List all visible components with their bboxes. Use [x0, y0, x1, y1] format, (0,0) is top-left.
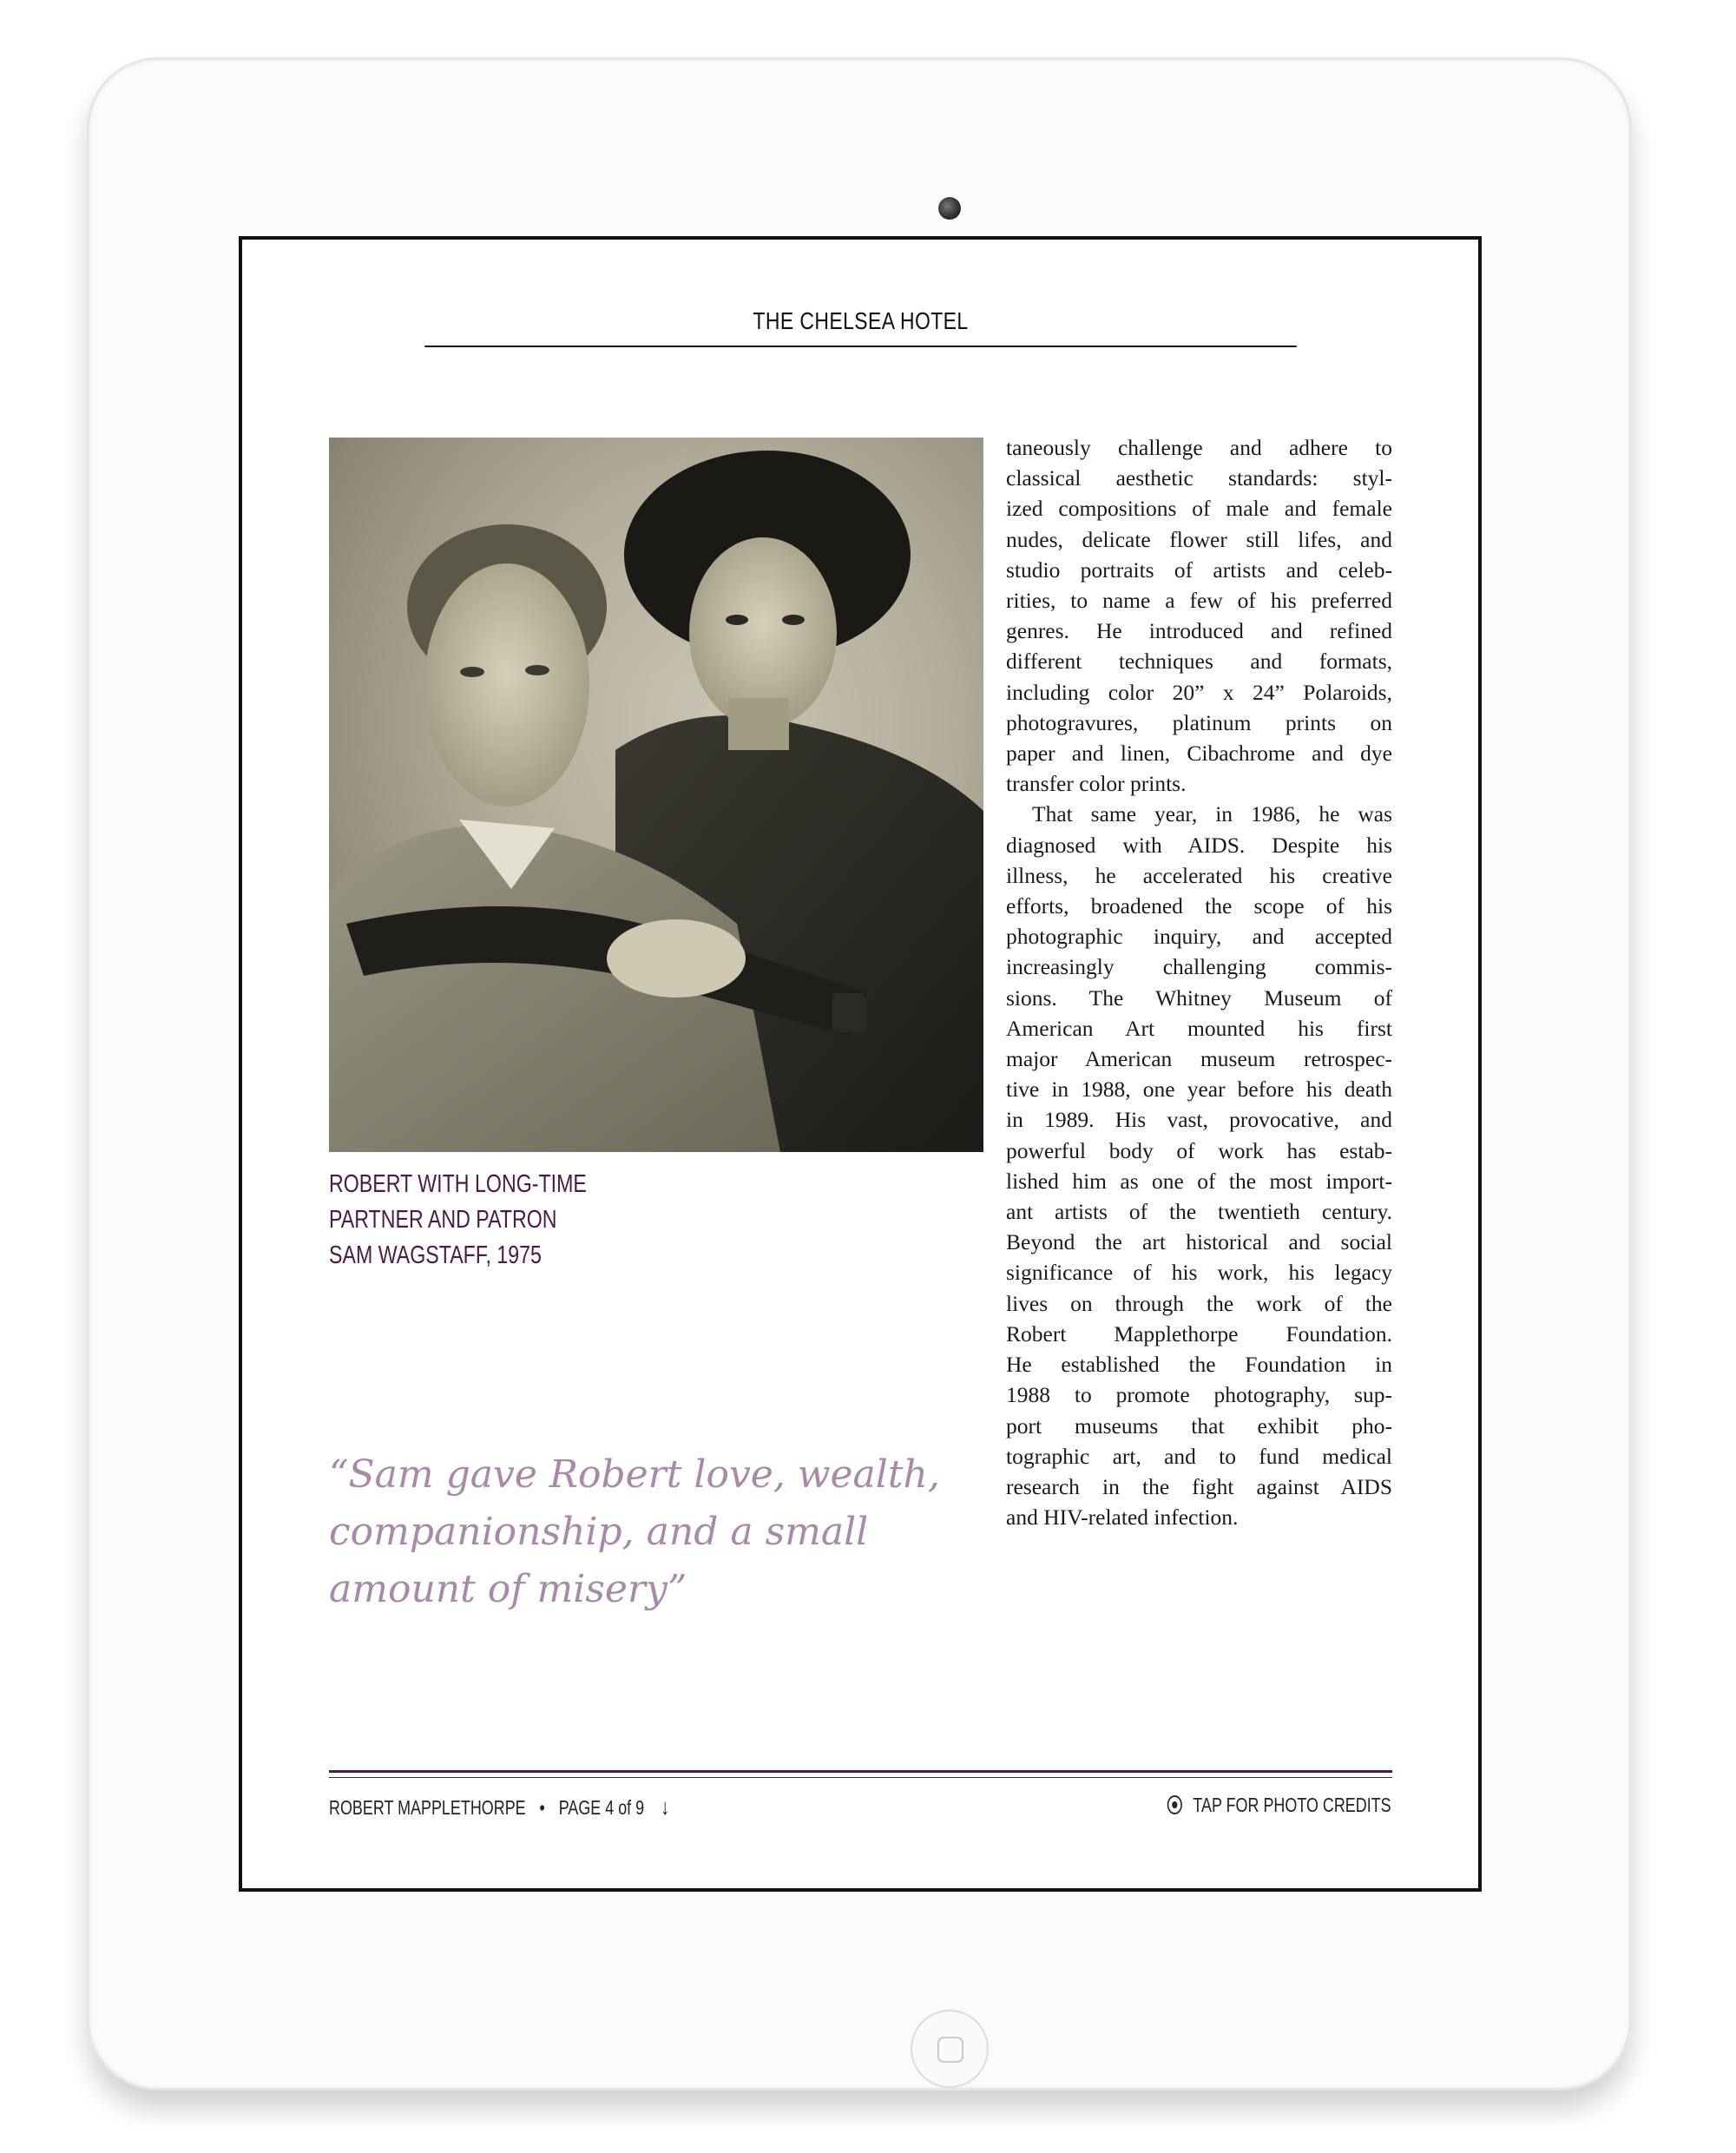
page-title: THE CHELSEA HOTEL [753, 307, 969, 334]
article-line: different techniques and formats, [1006, 649, 1392, 675]
article-line: classical aesthetic standards: styl- [1006, 465, 1392, 491]
article-line: Beyond the art historical and social [1006, 1229, 1392, 1255]
footer-divider [329, 1770, 1392, 1773]
article-line: Robert Mapplethorpe Foundation. [1006, 1320, 1392, 1346]
article-line: genres. He introduced and refined [1006, 618, 1392, 644]
footer-divider-thin [329, 1777, 1392, 1778]
article-line: research in the fight against AIDS [1006, 1473, 1392, 1499]
article-line: powerful body of work has estab- [1006, 1137, 1392, 1163]
article-line: sions. The Whitney Museum of [1006, 984, 1392, 1011]
article-line: ant artists of the twentieth century. [1006, 1199, 1392, 1225]
photo-caption [329, 1167, 676, 1274]
article-line: efforts, broadened the scope of his [1006, 893, 1392, 919]
arrow-down-icon[interactable]: ↓ [661, 1794, 670, 1820]
article-line: photogravures, platinum prints on [1006, 709, 1392, 735]
radio-target-icon [1167, 1795, 1182, 1814]
article-line: taneously challenge and adhere to [1006, 435, 1392, 460]
portrait-photo[interactable] [329, 438, 983, 1152]
front-camera [938, 197, 961, 220]
article-line: significance of his work, his legacy [1006, 1260, 1392, 1286]
article-line: and HIV-related infection. [1006, 1504, 1239, 1531]
article-line: tive in 1988, one year before his death [1006, 1076, 1392, 1103]
article-line: port museums that exhibit pho- [1006, 1412, 1392, 1439]
home-button[interactable] [911, 2010, 989, 2088]
article-line: nudes, delicate flower still lifes, and [1006, 526, 1392, 552]
article-line: paper and linen, Cibachrome and dye [1006, 741, 1392, 767]
article-line: including color 20” x 24” Polaroids, [1006, 679, 1392, 705]
article-line: transfer color prints. [1006, 771, 1187, 797]
pull-quote-line: amount of misery” [329, 1567, 687, 1611]
caption-line: SAM WAGSTAFF, 1975 [329, 1241, 542, 1269]
article-line: American Art mounted his first [1006, 1015, 1392, 1041]
article-line: That same year, in 1986, he was [1032, 801, 1392, 827]
caption-line: ROBERT WITH LONG-TIME [329, 1170, 587, 1198]
portrait-photo-illustration [329, 438, 983, 1152]
article-line: major American museum retrospec- [1006, 1046, 1392, 1072]
caption-line: PARTNER AND PATRON [329, 1206, 557, 1234]
photo-credits-button[interactable] [1167, 1794, 1391, 1817]
article-line: ized compositions of male and female [1006, 496, 1392, 522]
page-indicator [329, 1794, 669, 1821]
pull-quote-line: “Sam gave Robert love, wealth, [329, 1452, 940, 1497]
bullet-separator: • [539, 1796, 545, 1819]
article-line: studio portraits of artists and celeb- [1006, 556, 1392, 583]
article-line: illness, he accelerated his creative [1006, 862, 1392, 888]
article-line: 1988 to promote photography, sup- [1006, 1382, 1392, 1408]
page-header [424, 302, 1297, 347]
article-line: rities, to name a few of his preferred [1006, 588, 1392, 614]
pull-quote [329, 1446, 989, 1618]
article-line: in 1989. His vast, provocative, and [1006, 1107, 1392, 1133]
page-number: PAGE 4 of 9 [558, 1796, 645, 1819]
article-line: tographic art, and to fund medical [1006, 1443, 1392, 1469]
article-line: lives on through the work of the [1006, 1290, 1392, 1316]
author-name: ROBERT MAPPLETHORPE [329, 1796, 526, 1819]
article-body [1006, 432, 1392, 1532]
article-line: photographic inquiry, and accepted [1006, 924, 1392, 950]
article-line: He established the Foundation in [1006, 1352, 1392, 1378]
article-line: lished him as one of the most import- [1006, 1168, 1392, 1194]
pull-quote-line: companionship, and a small [329, 1510, 869, 1554]
photo-credits-label: TAP FOR PHOTO CREDITS [1193, 1794, 1391, 1816]
screen [239, 236, 1482, 1892]
article-line: diagnosed with AIDS. Despite his [1006, 832, 1392, 858]
home-square-icon [937, 2037, 963, 2063]
article-line: increasingly challenging commis- [1006, 954, 1392, 980]
